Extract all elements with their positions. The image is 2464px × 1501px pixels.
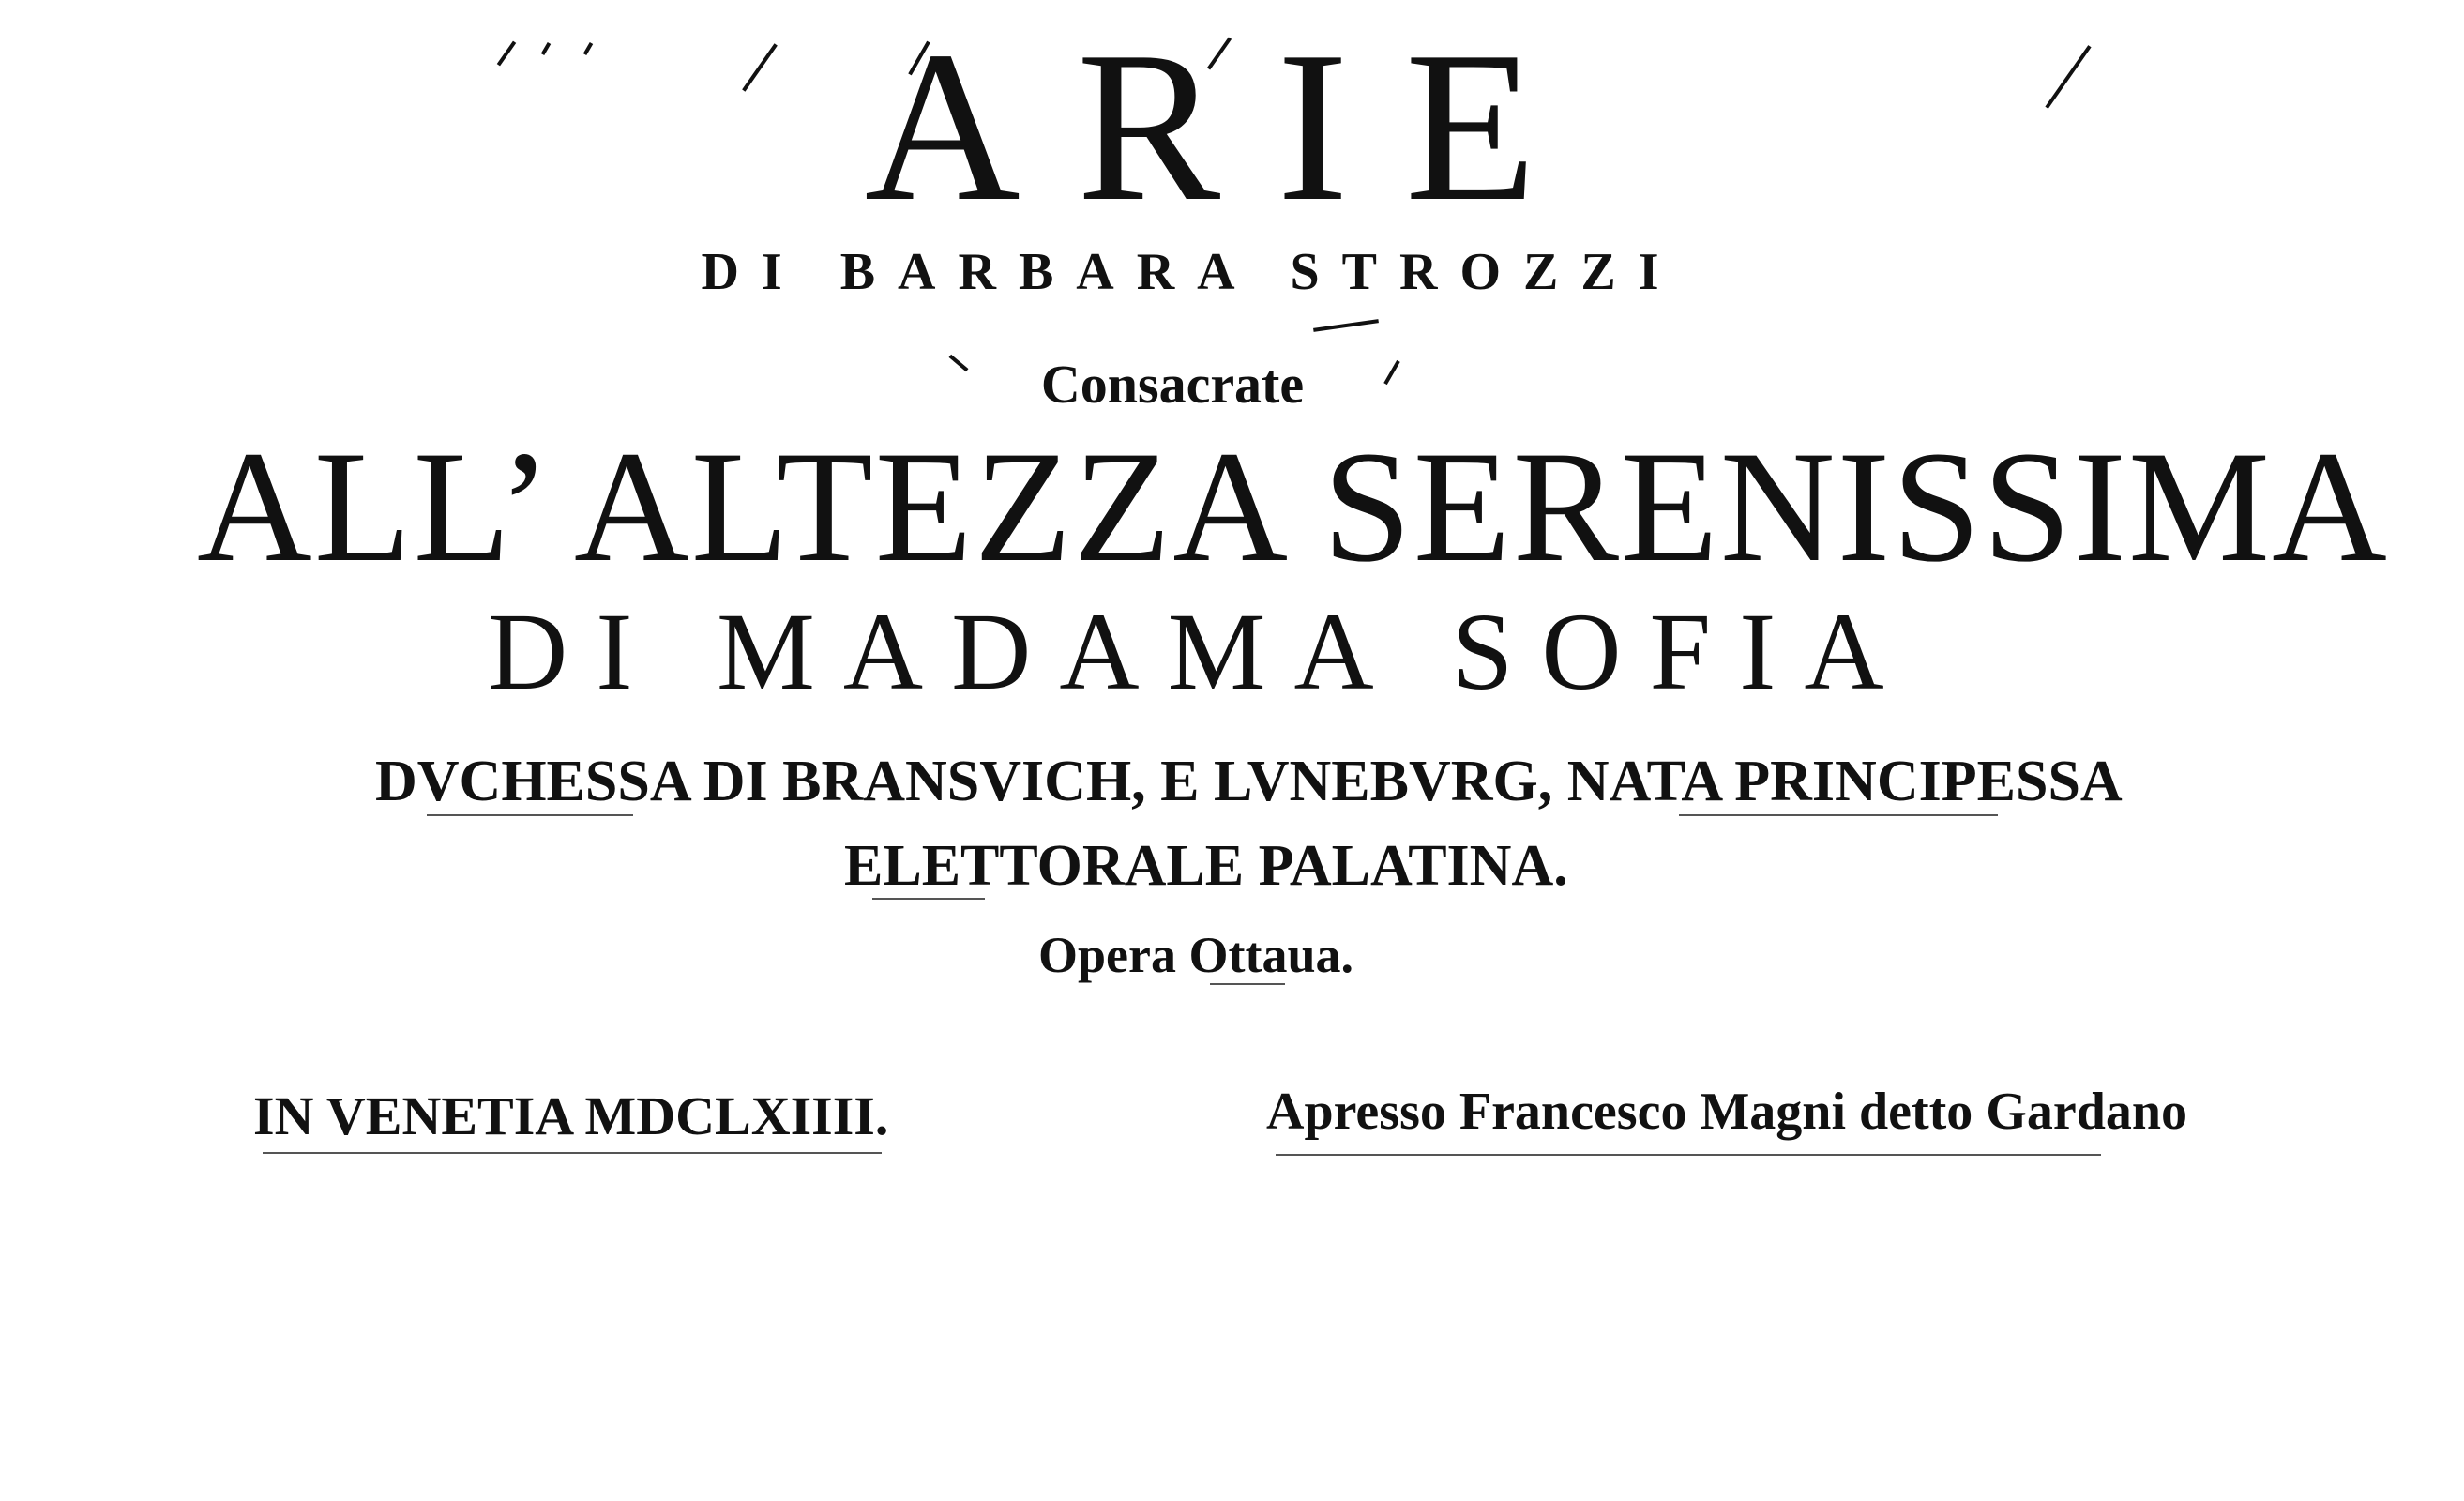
dedicatee-line-3: DVCHESSA DI BRANSVICH, E LVNEBVRG, NATA PRINCIPESSA <box>375 750 2123 813</box>
dedicatee-line-2: DI MADAMA SOFIA <box>488 590 1912 713</box>
book-title: ARIE <box>864 7 1594 246</box>
author-line: DI BARBARA STROZZI <box>701 243 1682 301</box>
imprint-printer: Apresso Francesco Magni detto Gardano <box>1266 1083 2187 1141</box>
imprint-place-date: IN VENETIA MDCLXIIII. <box>253 1085 889 1146</box>
dedication-intro: Consacrate <box>1040 354 1305 415</box>
dedicatee-line-4: ELETTORALE PALATINA. <box>844 834 1568 898</box>
opus-number: Opera Ottaua. <box>1038 927 1353 983</box>
dedicatee-line-1: ALL’ ALTEZZA SERENISSIMA <box>197 418 2389 595</box>
